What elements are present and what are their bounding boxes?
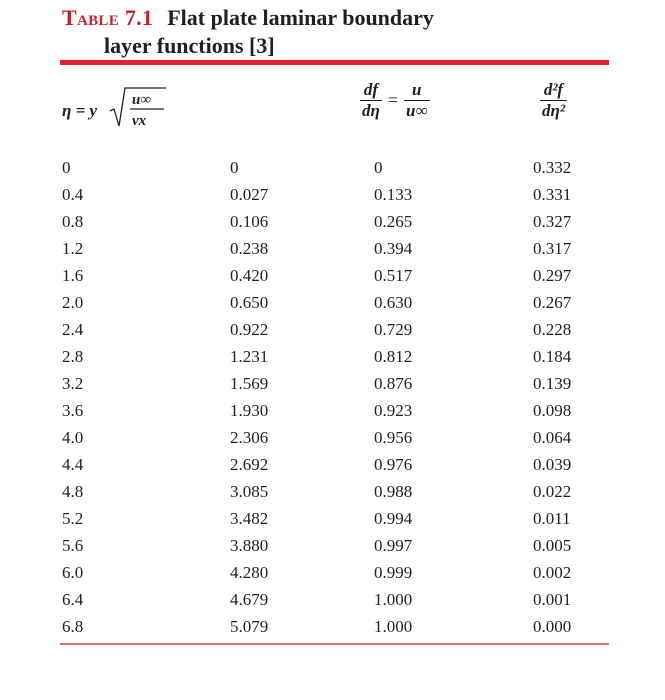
d2f-numerator: d²f [540, 80, 567, 101]
d2f-deta2-cell: 0.022 [533, 482, 572, 501]
eta-cell: 4.0 [62, 428, 84, 447]
df-deta-cell: 0.133 [374, 185, 413, 204]
eta-lhs-text: η = y [62, 101, 98, 120]
f-cell: 0.027 [230, 185, 269, 204]
eta-cell: 0 [62, 158, 71, 177]
d2f-deta2-cell: 0.267 [533, 293, 572, 312]
f-cell: 0.420 [230, 266, 269, 285]
df-deta-fraction [360, 80, 382, 121]
eta-cell: 5.2 [62, 509, 84, 528]
table-row [0, 235, 665, 262]
eta-cell: 0.8 [62, 212, 84, 231]
f-cell: 0 [230, 158, 239, 177]
df-deta-cell: 0.923 [374, 401, 413, 420]
df-deta-cell: 0.876 [374, 374, 413, 393]
eta-cell: 6.0 [62, 563, 84, 582]
eta-cell: 3.2 [62, 374, 84, 393]
table-bottom-rule [60, 643, 609, 645]
equals-sign: = [387, 90, 398, 110]
table-row [0, 451, 665, 478]
eta-cell: 1.6 [62, 266, 84, 285]
df-deta-cell: 0.997 [374, 536, 413, 555]
f-cell: 5.079 [230, 617, 269, 636]
d2f-fraction [540, 80, 567, 121]
f-cell: 0.106 [230, 212, 269, 231]
d2f-deta2-cell: 0.001 [533, 590, 572, 609]
f-cell: 1.930 [230, 401, 269, 420]
f-cell: 3.482 [230, 509, 269, 528]
f-cell: 0.238 [230, 239, 269, 258]
u-numerator: u [404, 80, 430, 101]
f-cell: 4.280 [230, 563, 269, 582]
f-cell: 1.231 [230, 347, 269, 366]
table-row [0, 370, 665, 397]
eta-cell: 3.6 [62, 401, 84, 420]
header-d2f-deta2 [540, 80, 567, 121]
f-cell: 2.306 [230, 428, 269, 447]
table-row [0, 343, 665, 370]
f-cell: 0.650 [230, 293, 269, 312]
d2f-deta2-cell: 0.331 [533, 185, 572, 204]
table-row [0, 208, 665, 235]
table-row [0, 559, 665, 586]
f-cell: 3.085 [230, 482, 269, 501]
d2f-deta2-cell: 0.184 [533, 347, 572, 366]
eta-cell: 6.8 [62, 617, 84, 636]
d2f-deta2-cell: 0.317 [533, 239, 572, 258]
d2f-deta2-cell: 0.139 [533, 374, 572, 393]
df-deta-cell: 0.812 [374, 347, 413, 366]
f-cell: 4.679 [230, 590, 269, 609]
eta-cell: 2.0 [62, 293, 84, 312]
table-body [0, 154, 665, 640]
table-row [0, 424, 665, 451]
df-deta-cell: 0 [374, 158, 383, 177]
eta-cell: 1.2 [62, 239, 84, 258]
d2f-deta2-cell: 0.011 [533, 509, 571, 528]
d2f-deta2-cell: 0.228 [533, 320, 572, 339]
eta-cell: 4.8 [62, 482, 84, 501]
df-deta-cell: 0.999 [374, 563, 413, 582]
df-deta-cell: 0.956 [374, 428, 413, 447]
df-deta-cell: 0.729 [374, 320, 413, 339]
df-numerator: df [360, 80, 382, 101]
table-title-line1: Flat plate laminar boundary [167, 5, 434, 30]
d2f-deta2-cell: 0.064 [533, 428, 572, 447]
df-deta-cell: 1.000 [374, 590, 413, 609]
table-title-line2: layer functions [3] [104, 33, 275, 58]
table-caption [62, 4, 434, 60]
header-top-rule [60, 60, 609, 65]
df-deta-cell: 0.976 [374, 455, 413, 474]
df-deta-cell: 0.517 [374, 266, 413, 285]
d2f-deta2-cell: 0.002 [533, 563, 572, 582]
df-deta-cell: 0.988 [374, 482, 413, 501]
eta-formula-graphic [62, 84, 172, 134]
table-label: Table 7.1 [62, 5, 154, 30]
header-df-deta [360, 80, 430, 121]
table-row [0, 586, 665, 613]
eta-cell: 2.8 [62, 347, 84, 366]
df-deta-cell: 0.630 [374, 293, 413, 312]
table-row [0, 181, 665, 208]
table-row [0, 613, 665, 640]
eta-cell: 0.4 [62, 185, 84, 204]
table-row [0, 262, 665, 289]
d2f-deta2-cell: 0.297 [533, 266, 572, 285]
df-deta-cell: 1.000 [374, 617, 413, 636]
table-row [0, 505, 665, 532]
df-deta-cell: 0.994 [374, 509, 413, 528]
table-row [0, 316, 665, 343]
d2f-deta2-cell: 0.332 [533, 158, 572, 177]
df-deta-cell: 0.265 [374, 212, 413, 231]
eta-cell: 2.4 [62, 320, 84, 339]
header-eta-formula [62, 84, 172, 134]
table-row [0, 397, 665, 424]
df-deta-cell: 0.394 [374, 239, 413, 258]
f-cell: 3.880 [230, 536, 269, 555]
table-row [0, 532, 665, 559]
d2f-deta2-cell: 0.039 [533, 455, 572, 474]
eta-cell: 5.6 [62, 536, 84, 555]
f-cell: 2.692 [230, 455, 269, 474]
eta-cell: 6.4 [62, 590, 84, 609]
u-ratio-fraction [404, 80, 430, 121]
d2f-deta2-cell: 0.327 [533, 212, 572, 231]
f-cell: 1.569 [230, 374, 269, 393]
table-header [0, 76, 665, 146]
f-cell: 0.922 [230, 320, 269, 339]
d2f-deta2-cell: 0.000 [533, 617, 572, 636]
table-row [0, 289, 665, 316]
eta-denominator: νx [132, 113, 147, 129]
table-row [0, 154, 665, 181]
eta-cell: 4.4 [62, 455, 84, 474]
deta-denominator: dη [362, 101, 380, 120]
table-row [0, 478, 665, 505]
d2f-deta2-cell: 0.098 [533, 401, 572, 420]
d2f-deta2-cell: 0.005 [533, 536, 572, 555]
deta2-denominator: dη² [542, 101, 565, 120]
u-inf-denominator: u∞ [406, 101, 428, 120]
eta-numerator: u∞ [132, 92, 152, 108]
